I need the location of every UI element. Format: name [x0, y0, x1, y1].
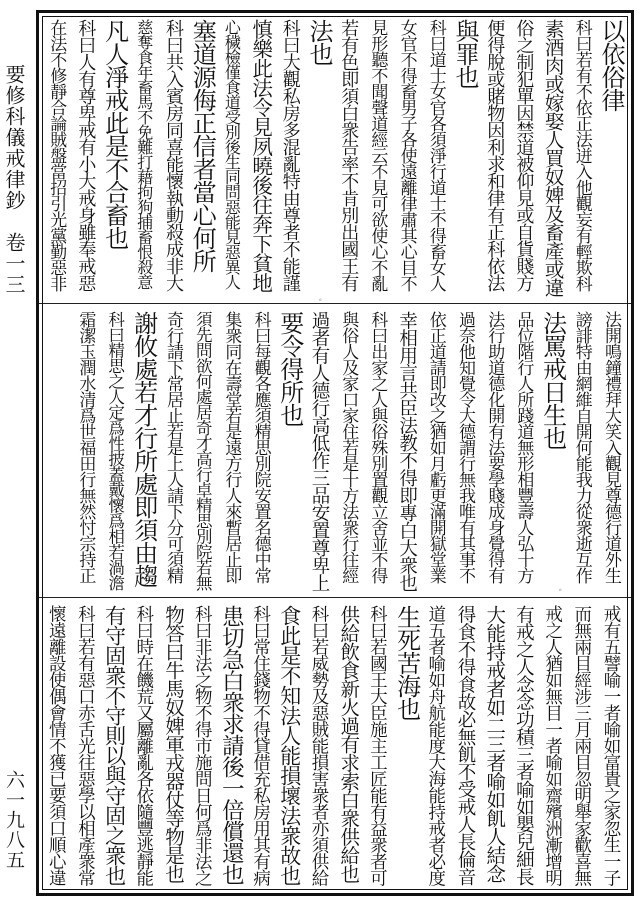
text-column: 科曰大觀私房多混亂特由尊者不能謹	[279, 19, 301, 291]
text-column: 見形聽不聞聲道經云不見可欲使心不亂	[367, 19, 388, 291]
text-column: 科曰共入賓房同喜能懷執動殺成非大	[163, 19, 184, 291]
text-column: 供給飲食新火過有求索白衆供給也	[337, 605, 361, 883]
text-column: 科曰非法之物不得市施問日何爲非法之	[192, 605, 213, 886]
scan-dot: 。	[319, 294, 326, 302]
text-column: 慈奪食年畜馬不免難打藉拘狗捕畜恨殺意	[134, 19, 154, 289]
text-column: 得食不得食故必無飢不受戒人長倫音	[455, 605, 476, 885]
scan-dot: 。	[559, 584, 566, 592]
text-column: 科曰若有惡口赤舌光往惡學以相產衆常	[75, 605, 96, 886]
text-column: 科曰出家之人與俗殊別置觀立舍並不得	[367, 311, 388, 583]
text-column: 與罪也	[451, 19, 479, 88]
text-column: 過者有人德行高低作三品安置尊卑上	[309, 311, 330, 591]
text-column: 科曰若威勢及惡賊能損害衆者亦須供給	[309, 605, 329, 886]
text-panel-top	[44, 13, 626, 301]
text-column: 奇行請下常居止若是上人請下分可須精	[163, 311, 183, 583]
text-column: 有戒之人念念功積三者喻如嬰兒細長	[513, 605, 535, 885]
text-column: 塞道源侮正信者當心何所	[188, 19, 217, 272]
text-column: 科曰常住錢物不得貸借充私房用其有病	[250, 605, 271, 886]
text-column: 凡人淨戒此是不合畜也	[100, 19, 129, 249]
text-column: 過奈他知覺令大德謂行無我唯有其事不	[455, 311, 475, 583]
text-column: 科曰人有尊卑戒有小大戒身雖奉戒惡	[75, 19, 97, 291]
text-column: 謗誹特由網維自開何能我力從衆逝互作	[571, 311, 592, 583]
text-column: 食此是不知法人能損壞法衆故也	[277, 605, 302, 885]
text-column: 法行助道德化開有法要學賤成身覺得有	[484, 311, 505, 583]
text-column: 以依俗律	[597, 19, 625, 111]
text-column: 道五者喻如舟航能度大海能持戒者必度	[425, 605, 446, 886]
text-column: 霜潔玉潤水清爲世福田行無然忖宗持正	[75, 311, 96, 583]
panel-divider	[39, 303, 631, 304]
text-column: 女官不得畜男子各使遠離律肅其心目不	[396, 19, 417, 291]
text-column: 法罵戒日生也	[538, 311, 567, 449]
text-column: 在法不修靜合論賊盤當招引光黨勤惡非	[46, 19, 67, 291]
text-column: 慎樂此法令見夙曉後往奔下貧地	[248, 19, 273, 292]
text-column: 大能持戒者如二三者喻如飢人結念	[483, 605, 507, 883]
text-column: 謝攸處若才行所處即須由趨	[129, 311, 158, 587]
text-column: 科曰若有不依正法迸入他觀妄有輕欺科	[571, 19, 592, 291]
text-column: 要令得所也	[275, 311, 304, 426]
text-column: 科曰每觀各應須精思別院安置名德中常	[250, 311, 271, 583]
text-column: 戒有五譬喻一者喻如富貴之家忽生一子	[601, 605, 621, 886]
text-column: 幸相用言共臣法教不得即專白大衆也	[396, 311, 418, 591]
text-column: 科曰道士女官各須淨行道士不得畜女人	[425, 19, 446, 291]
text-column: 有守固衆不守則以與守固之衆也	[102, 605, 127, 885]
text-column: 俗之制犯單因禁道被仰見或自貨賤方	[513, 19, 535, 291]
text-column: 戒之人猶如無目一者喻如齋殯洲漸增明	[542, 605, 563, 886]
text-column: 懷遠離設使偶會情不獲已要須口順心違	[46, 605, 67, 886]
text-column: 法開鳴鐘禮拜大笑入觀見尊德行道外生	[601, 311, 621, 583]
text-column: 科曰精思之人定爲性披蓋戴懷爲相若渦澹	[105, 311, 125, 590]
text-column: 心穢檢僅食道受別後生同問惡能見惡異人	[222, 19, 242, 289]
text-column: 集衆同在壽堂若是遠方行人來暫居止即	[221, 311, 242, 583]
text-column: 而無兩目經涉三月兩目忽明舉家歡喜無	[571, 605, 592, 886]
text-panel-middle	[44, 305, 626, 595]
text-column: 素酒肉或嫁娶人買奴婢及畜產或違	[541, 19, 565, 297]
sidebar-book-title: 要修科儀戒律鈔 卷一三	[2, 64, 26, 295]
panel-divider	[39, 597, 631, 598]
text-column: 便得脫或賭物因利求和律有正科依法	[484, 19, 506, 291]
sidebar-page-number: 六一九八五	[3, 770, 25, 870]
text-column: 法也	[305, 19, 333, 65]
text-column: 須先問欲何處居奇才高行卓精思別院若無	[193, 311, 213, 590]
text-panel-bottom	[44, 599, 626, 893]
text-column: 科曰若國王大臣施主工匠能有益衆者可	[367, 605, 388, 886]
text-column: 與俗人及家口家住若是十方法衆行往經	[338, 311, 359, 583]
text-column: 科曰時在饑荒又屬離亂各依隨豐逃靜能	[133, 605, 154, 886]
text-column: 患切急白衆求請後一倍償還也	[218, 605, 245, 885]
text-column: 依正道請即改之猶如月虧更滿開獄堂業	[425, 311, 446, 583]
text-column: 若有色即須白衆告率不肯別出國王有	[338, 19, 360, 291]
text-column: 品位階行人所踐道無形相豐壽人弘十方	[513, 311, 534, 583]
text-column: 生死苦海也	[392, 605, 421, 720]
page-frame	[36, 10, 634, 896]
text-column: 物答曰牛馬奴婢軍戎器仗等物是也	[162, 605, 185, 883]
